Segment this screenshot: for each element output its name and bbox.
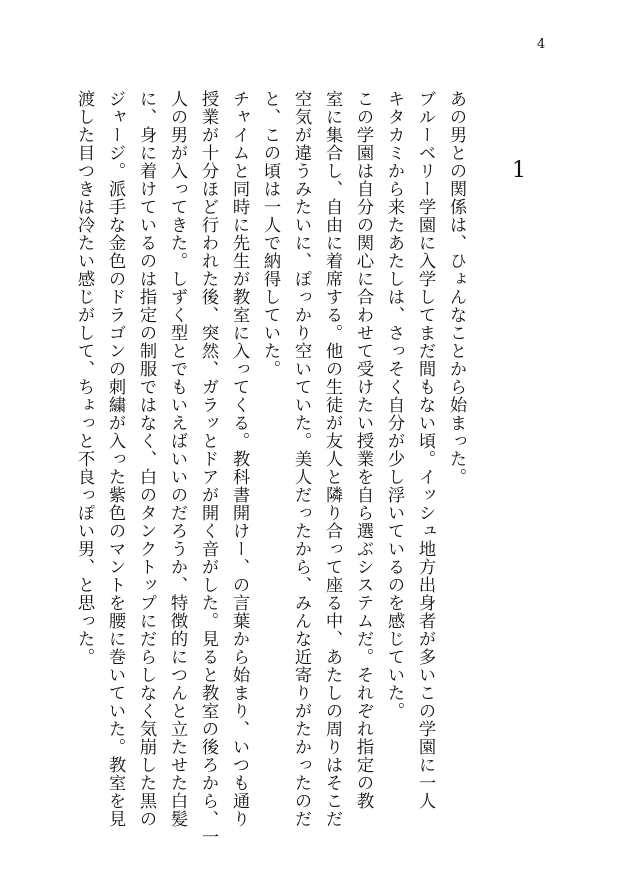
text-line-5: 室に集合し、自由に着席する。他の生徒が友人と隣り合って座る中、あたしの周りはそこだ <box>322 90 342 828</box>
text-line-8: チャイムと同時に先生が教室に入ってくる。教科書開けー、の言葉から始まり、いつも通り <box>229 90 249 828</box>
text-line-1: あの男との関係は、ひょんなことから始まった。 <box>446 90 466 486</box>
text-line-4: この学園は自分の関心に合わせて受けたい授業を自ら選ぶシステムだ。それぞれ指定の教 <box>353 90 373 810</box>
text-line-11: に、身に着けているのは指定の制服ではなく、白のタンクトップにだらしなく気崩した黒の <box>136 90 156 828</box>
text-line-6: 空気が違うみたいに、ぽっかり空いていた。美人だったから、みんな近寄りがたかったのだ <box>291 90 311 828</box>
body-text <box>68 90 471 850</box>
text-line-10: 人の男が入ってきた。しずく型とでもいえばいいのだろうか、特徴的につんと立たせた白髪 <box>167 90 187 828</box>
text-line-13: 渡した目つきは冷たい感じがして、ちょっと不良っぽい男、と思った。 <box>74 90 94 666</box>
text-line-7: と、この頃は一人で納得していた。 <box>260 90 280 378</box>
text-line-3: キタカミから来たあたしは、さっそく自分が少し浮いているのを感じていた。 <box>384 90 404 720</box>
text-line-12: ジャージ。派手な金色のドラゴンの刺繍が入った紫色のマントを腰に巻いていた。教室を見 <box>105 90 125 828</box>
page-number: 4 <box>537 37 546 52</box>
text-line-9: 授業が十分ほど行われた後、突然、ガラッとドアが開く音がした。見ると教室の後ろから、一 <box>198 90 218 846</box>
text-line-2: ブルーベリー学園に入学してまだ間もない頃。イッシュ地方出身者が多いこの学園に一人 <box>415 90 435 810</box>
chapter-number: 1 <box>512 158 526 183</box>
